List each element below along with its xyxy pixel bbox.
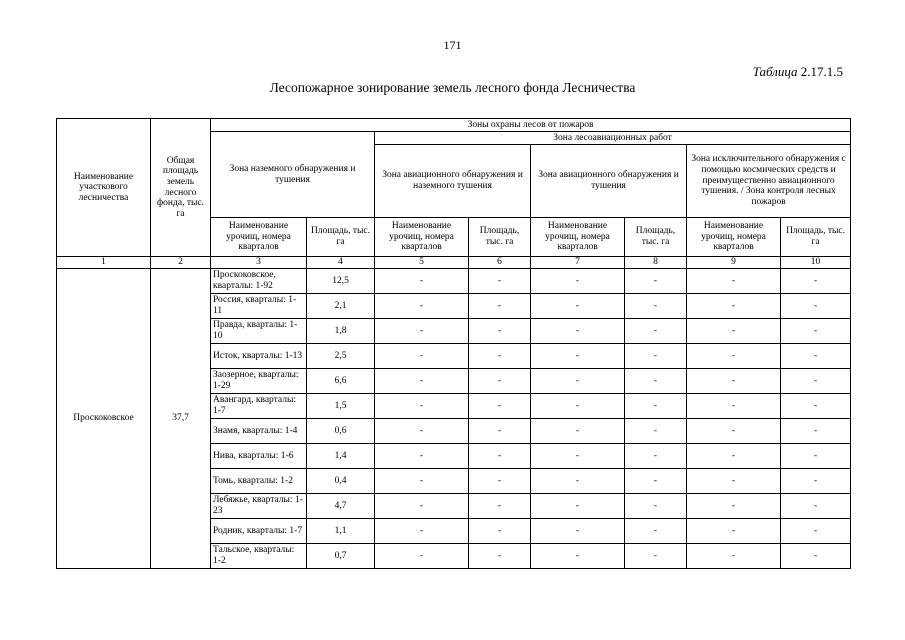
- tract-area-cell: 1,8: [307, 319, 375, 344]
- exclusive-area-cell: -: [781, 419, 851, 444]
- tract-name-cell: Лебяжье, кварталы: 1-23: [211, 494, 307, 519]
- table-ref-number: 2.17.1.5: [800, 64, 843, 79]
- column-number: 6: [469, 257, 531, 269]
- subheader-area: Площадь, тыс. га: [469, 218, 531, 257]
- aviation-ground-area-cell: -: [469, 294, 531, 319]
- subheader-name: Наименование урочищ, номера кварталов: [687, 218, 781, 257]
- aviation-area-cell: -: [625, 294, 687, 319]
- header-protection-zones: Зоны охраны лесов от пожаров: [211, 119, 851, 132]
- tract-area-cell: 1,1: [307, 519, 375, 544]
- aviation-area-cell: -: [625, 494, 687, 519]
- column-number: 3: [211, 257, 307, 269]
- exclusive-area-cell: -: [781, 344, 851, 369]
- header-exclusive-zone: Зона исключительного обнаружения с помощью космических средств и преимущественно авиационного тушения. / Зона контроля лесных пожаров: [687, 145, 851, 218]
- aviation-name-cell: -: [531, 394, 625, 419]
- page-number: 171: [443, 38, 462, 52]
- tract-area-cell: 0,7: [307, 544, 375, 569]
- aviation-ground-name-cell: -: [375, 369, 469, 394]
- aviation-area-cell: -: [625, 544, 687, 569]
- aviation-ground-area-cell: -: [469, 519, 531, 544]
- aviation-ground-name-cell: -: [375, 394, 469, 419]
- aviation-ground-name-cell: -: [375, 544, 469, 569]
- tract-name-cell: Нива, кварталы: 1-6: [211, 444, 307, 469]
- column-number: 10: [781, 257, 851, 269]
- aviation-area-cell: -: [625, 469, 687, 494]
- subheader-name: Наименование урочищ, номера кварталов: [211, 218, 307, 257]
- aviation-name-cell: -: [531, 269, 625, 294]
- tract-area-cell: 2,1: [307, 294, 375, 319]
- exclusive-name-cell: -: [687, 269, 781, 294]
- aviation-area-cell: -: [625, 369, 687, 394]
- header-aviation-works: Зона лесоавиационных работ: [375, 132, 851, 145]
- header-forestry-name: Наименование участкового лесничества: [57, 119, 151, 257]
- exclusive-name-cell: -: [687, 544, 781, 569]
- table-row: [57, 269, 851, 294]
- subheader-name: Наименование урочищ, номера кварталов: [531, 218, 625, 257]
- aviation-ground-area-cell: -: [469, 444, 531, 469]
- tract-area-cell: 2,5: [307, 344, 375, 369]
- aviation-ground-name-cell: -: [375, 519, 469, 544]
- aviation-name-cell: -: [531, 519, 625, 544]
- aviation-ground-area-cell: -: [469, 544, 531, 569]
- aviation-name-cell: -: [531, 494, 625, 519]
- exclusive-area-cell: -: [781, 369, 851, 394]
- column-number: 5: [375, 257, 469, 269]
- aviation-ground-name-cell: -: [375, 319, 469, 344]
- tract-area-cell: 1,4: [307, 444, 375, 469]
- aviation-ground-name-cell: -: [375, 344, 469, 369]
- tract-name-cell: Томь, кварталы: 1-2: [211, 469, 307, 494]
- column-number: 9: [687, 257, 781, 269]
- column-number: 1: [57, 257, 151, 269]
- aviation-area-cell: -: [625, 519, 687, 544]
- aviation-ground-name-cell: -: [375, 269, 469, 294]
- column-number: 4: [307, 257, 375, 269]
- aviation-ground-area-cell: -: [469, 344, 531, 369]
- tract-name-cell: Авангард, кварталы: 1-7: [211, 394, 307, 419]
- tract-area-cell: 0,4: [307, 469, 375, 494]
- exclusive-name-cell: -: [687, 469, 781, 494]
- exclusive-name-cell: -: [687, 494, 781, 519]
- aviation-name-cell: -: [531, 444, 625, 469]
- exclusive-area-cell: -: [781, 494, 851, 519]
- header-ground-zone: Зона наземного обнаружения и тушения: [211, 132, 375, 218]
- table-ref-prefix: Таблица: [752, 64, 798, 79]
- aviation-ground-area-cell: -: [469, 369, 531, 394]
- aviation-ground-area-cell: -: [469, 469, 531, 494]
- aviation-area-cell: -: [625, 344, 687, 369]
- exclusive-area-cell: -: [781, 294, 851, 319]
- exclusive-name-cell: -: [687, 519, 781, 544]
- aviation-name-cell: -: [531, 294, 625, 319]
- tract-area-cell: 0,6: [307, 419, 375, 444]
- aviation-ground-area-cell: -: [469, 319, 531, 344]
- tract-name-cell: Правда, кварталы: 1-10: [211, 319, 307, 344]
- aviation-ground-area-cell: -: [469, 394, 531, 419]
- exclusive-name-cell: -: [687, 444, 781, 469]
- aviation-ground-area-cell: -: [469, 419, 531, 444]
- subheader-area: Площадь, тыс. га: [625, 218, 687, 257]
- aviation-name-cell: -: [531, 319, 625, 344]
- tract-name-cell: Знамя, кварталы: 1-4: [211, 419, 307, 444]
- aviation-ground-area-cell: -: [469, 494, 531, 519]
- tract-name-cell: Исток, кварталы: 1-13: [211, 344, 307, 369]
- tract-area-cell: 12,5: [307, 269, 375, 294]
- aviation-name-cell: -: [531, 344, 625, 369]
- column-number: 2: [151, 257, 211, 269]
- aviation-name-cell: -: [531, 544, 625, 569]
- exclusive-name-cell: -: [687, 319, 781, 344]
- tract-name-cell: Тальское, кварталы: 1-2: [211, 544, 307, 569]
- exclusive-area-cell: -: [781, 444, 851, 469]
- exclusive-area-cell: -: [781, 394, 851, 419]
- subheader-area: Площадь, тыс. га: [781, 218, 851, 257]
- aviation-ground-area-cell: -: [469, 269, 531, 294]
- exclusive-name-cell: -: [687, 294, 781, 319]
- aviation-ground-name-cell: -: [375, 494, 469, 519]
- exclusive-name-cell: -: [687, 344, 781, 369]
- document-title: Лесопожарное зонирование земель лесного фонда Лесничества: [269, 80, 636, 95]
- aviation-area-cell: -: [625, 269, 687, 294]
- subheader-name: Наименование урочищ, номера кварталов: [375, 218, 469, 257]
- tract-name-cell: Родник, кварталы: 1-7: [211, 519, 307, 544]
- aviation-area-cell: -: [625, 394, 687, 419]
- table-reference: [753, 64, 843, 80]
- aviation-name-cell: -: [531, 419, 625, 444]
- header-total-area: Общая площадь земель лесного фонда, тыс. га: [151, 119, 211, 257]
- tract-area-cell: 4,7: [307, 494, 375, 519]
- tract-name-cell: Заозерное, кварталы: 1-29: [211, 369, 307, 394]
- column-number: 7: [531, 257, 625, 269]
- aviation-area-cell: -: [625, 444, 687, 469]
- tract-area-cell: 1,5: [307, 394, 375, 419]
- aviation-ground-name-cell: -: [375, 419, 469, 444]
- exclusive-area-cell: -: [781, 469, 851, 494]
- aviation-area-cell: -: [625, 419, 687, 444]
- forestry-area-cell: 37,7: [151, 269, 211, 569]
- header-aviation-ground-zone: Зона авиационного обнаружения и наземного тушения: [375, 145, 531, 218]
- aviation-ground-name-cell: -: [375, 444, 469, 469]
- aviation-ground-name-cell: -: [375, 294, 469, 319]
- exclusive-area-cell: -: [781, 319, 851, 344]
- fire-zoning-table: [56, 118, 851, 569]
- tract-name-cell: Россия, кварталы: 1-11: [211, 294, 307, 319]
- exclusive-area-cell: -: [781, 519, 851, 544]
- exclusive-name-cell: -: [687, 419, 781, 444]
- subheader-area: Площадь, тыс. га: [307, 218, 375, 257]
- exclusive-area-cell: -: [781, 269, 851, 294]
- aviation-area-cell: -: [625, 319, 687, 344]
- tract-name-cell: Проскоковское, кварталы: 1-92: [211, 269, 307, 294]
- aviation-ground-name-cell: -: [375, 469, 469, 494]
- exclusive-name-cell: -: [687, 369, 781, 394]
- column-number: 8: [625, 257, 687, 269]
- exclusive-area-cell: -: [781, 544, 851, 569]
- header-aviation-zone: Зона авиационного обнаружения и тушения: [531, 145, 687, 218]
- exclusive-name-cell: -: [687, 394, 781, 419]
- aviation-name-cell: -: [531, 469, 625, 494]
- forestry-name-cell: Проскоковское: [57, 269, 151, 569]
- aviation-name-cell: -: [531, 369, 625, 394]
- tract-area-cell: 6,6: [307, 369, 375, 394]
